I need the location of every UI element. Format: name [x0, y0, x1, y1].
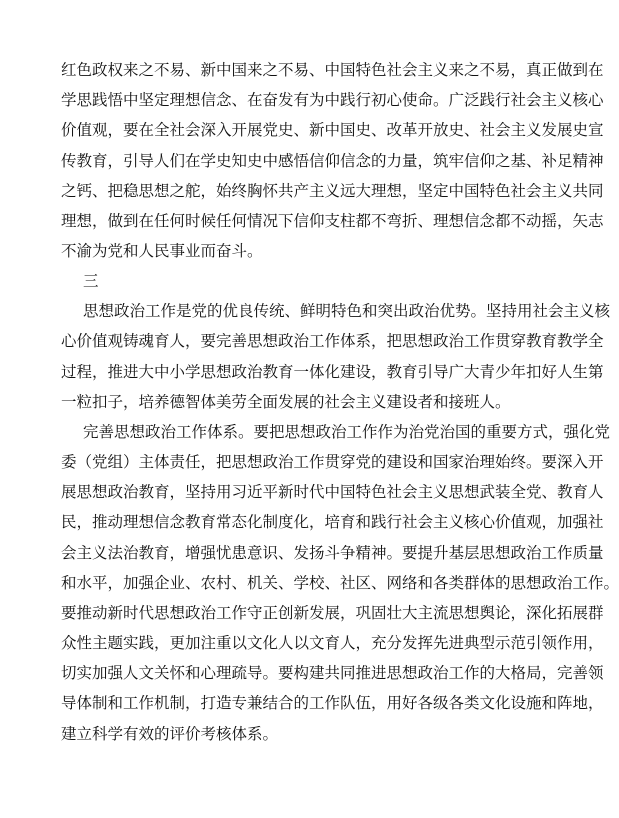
- paragraph-1-line: 理想，做到在任何时候任何情况下信仰支柱都不弯折、理想信念都不动摇，矢志: [61, 212, 604, 230]
- paragraph-3-line: 会主义法治教育，增强忧患意识、发扬斗争精神。要提升基层思想政治工作质量: [61, 544, 604, 562]
- paragraph-3-line: 要推动新时代思想政治工作守正创新发展，巩固壮大主流思想舆论，深化拓展群: [61, 604, 604, 622]
- paragraph-3-line: 民，推动理想信念教育常态化制度化，培育和践行社会主义核心价值观，加强社: [61, 513, 604, 531]
- paragraph-3-line: 导体制和工作机制，打造专兼结合的工作队伍，用好各级各类文化设施和阵地，: [61, 694, 604, 712]
- paragraph-3-line: 众性主题实践，更加注重以文化人以文育人，充分发挥先进典型示范引领作用，: [61, 634, 604, 652]
- paragraph-1-line: 传教育，引导人们在学史知史中感悟信仰信念的力量，筑牢信仰之基、补足精神: [61, 152, 604, 170]
- paragraph-3-line: 切实加强人文关怀和心理疏导。要构建共同推进思想政治工作的大格局，完善领: [61, 664, 604, 682]
- paragraph-1-line: 价值观，要在全社会深入开展党史、新中国史、改革开放史、社会主义发展史宣: [61, 121, 604, 139]
- paragraph-2-line: 思想政治工作是党的优良传统、鲜明特色和突出政治优势。坚持用社会主义核: [83, 302, 611, 320]
- paragraph-3-line: 展思想政治教育，坚持用习近平新时代中国特色社会主义思想武装全党、教育人: [61, 483, 604, 501]
- paragraph-1-line: 红色政权来之不易、新中国来之不易、中国特色社会主义来之不易，真正做到在: [61, 61, 604, 79]
- paragraph-1-line: 之钙、把稳思想之舵，始终胸怀共产主义远大理想，坚定中国特色社会主义共同: [61, 182, 604, 200]
- paragraph-1-line: 不渝为党和人民事业而奋斗。: [61, 242, 263, 260]
- paragraph-3-line: 和水平，加强企业、农村、机关、学校、社区、网络和各类群体的思想政治工作。: [61, 574, 619, 592]
- paragraph-3-line: 建立科学有效的评价考核体系。: [61, 725, 279, 743]
- paragraph-2-line: 心价值观铸魂育人，要完善思想政治工作体系，把思想政治工作贯穿教育教学全: [61, 332, 604, 350]
- paragraph-2-line: 过程，推进大中小学思想政治教育一体化建设，教育引导广大青少年扣好人生第: [61, 363, 604, 381]
- paragraph-2-line: 一粒扣子，培养德智体美劳全面发展的社会主义建设者和接班人。: [61, 393, 511, 411]
- paragraph-1-line: 学思践悟中坚定理想信念、在奋发有为中践行初心使命。广泛践行社会主义核心: [61, 91, 604, 109]
- section-heading: 三: [83, 272, 99, 290]
- paragraph-3-line: 委（党组）主体责任，把思想政治工作贯穿党的建设和国家治理始终。要深入开: [61, 453, 604, 471]
- paragraph-3-line: 完善思想政治工作体系。要把思想政治工作作为治党治国的重要方式，强化党: [83, 423, 611, 441]
